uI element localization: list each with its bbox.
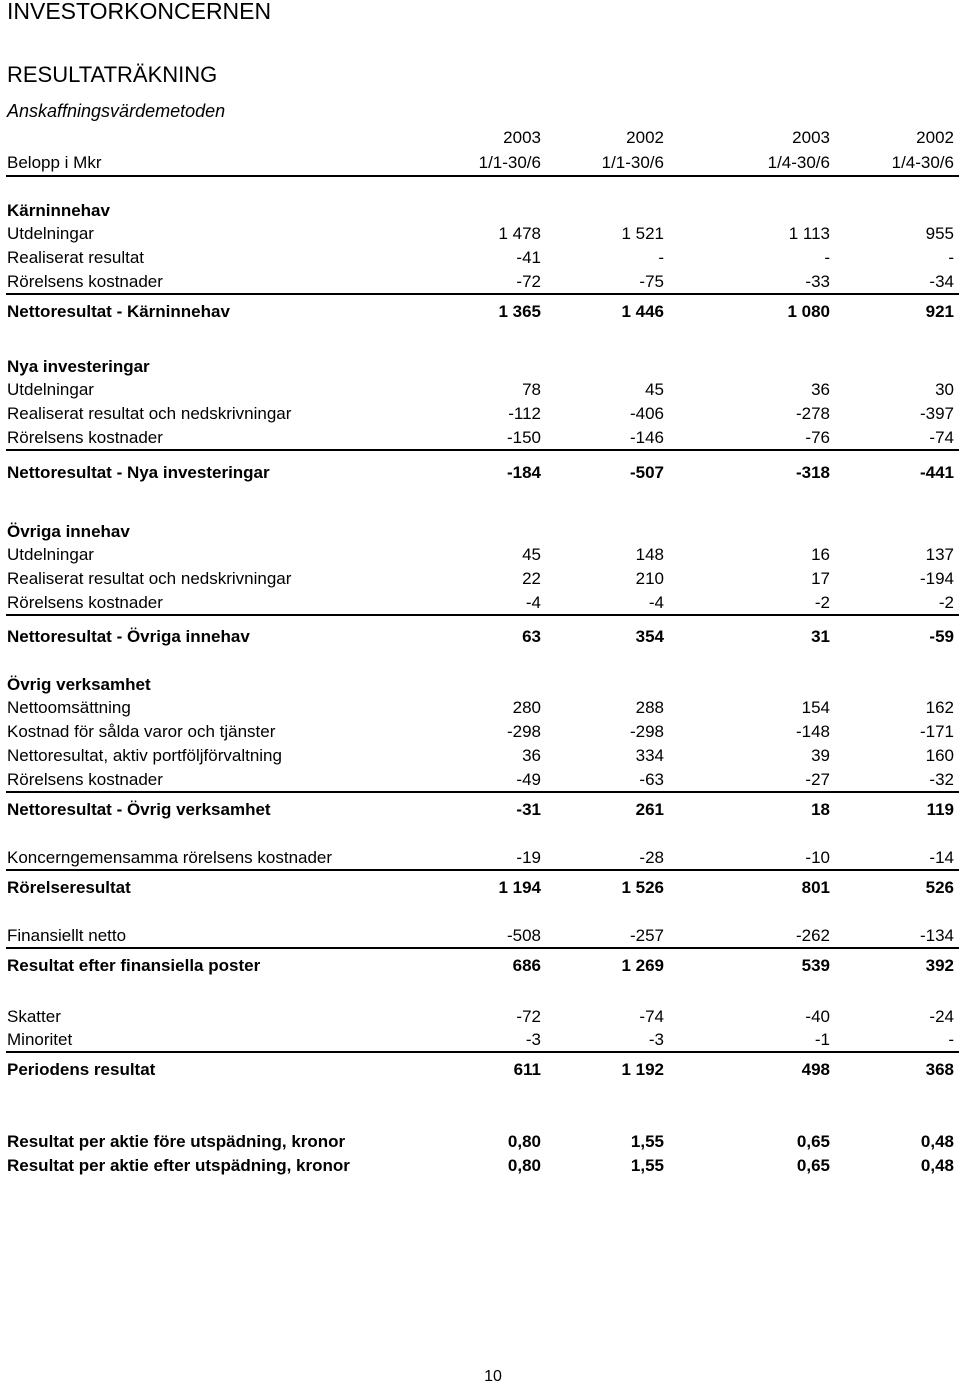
cell-value: 63	[522, 627, 541, 646]
cell-value: -134	[919, 926, 954, 945]
cell-value: 36	[522, 746, 541, 765]
cell-value: -27	[805, 770, 830, 789]
cell-value: -3	[648, 1030, 664, 1049]
row-label: Rörelsens kostnader	[7, 593, 163, 612]
cell-value: -31	[516, 800, 541, 819]
row-label: Skatter	[7, 1007, 61, 1026]
row-label: Rörelseresultat	[7, 878, 131, 897]
cell-value: -406	[629, 404, 664, 423]
cell-value: -28	[639, 848, 664, 867]
table-row	[0, 768, 960, 792]
cell-value: -508	[506, 926, 541, 945]
cell-value: -2	[814, 593, 830, 612]
column-years-row	[0, 126, 960, 150]
row-label: Utdelningar	[7, 380, 94, 399]
cell-value: 1 478	[498, 224, 541, 243]
cell-value: 1 194	[498, 878, 541, 897]
column-period: 1/1-30/6	[601, 153, 664, 172]
cell-value: 16	[811, 545, 830, 564]
cell-value: -59	[929, 627, 954, 646]
total-row	[0, 461, 960, 485]
cell-value: 1 269	[621, 956, 664, 975]
total-row	[0, 1058, 960, 1082]
cell-value: 0,48	[920, 1132, 954, 1151]
cell-value: -298	[506, 722, 541, 741]
cell-value: 148	[635, 545, 664, 564]
cell-value: -24	[929, 1007, 954, 1026]
column-period: 1/4-30/6	[891, 153, 954, 172]
cell-value: -194	[919, 569, 954, 588]
cell-value: 154	[801, 698, 830, 717]
table-row	[0, 924, 960, 948]
section-heading	[0, 199, 960, 223]
cell-value: -	[948, 248, 954, 267]
cell-value: 160	[925, 746, 954, 765]
accounting-method: Anskaffningsvärdemetoden	[7, 101, 226, 121]
table-row	[0, 846, 960, 870]
cell-value: -184	[506, 463, 541, 482]
cell-value: 1 446	[621, 302, 664, 321]
cell-value: 801	[801, 878, 830, 897]
cell-value: -146	[629, 428, 664, 447]
cell-value: -74	[639, 1007, 664, 1026]
row-label: Resultat per aktie före utspädning, kronor	[7, 1132, 346, 1151]
cell-value: 30	[935, 380, 954, 399]
row-label: Resultat efter finansiella poster	[7, 956, 261, 975]
section-heading	[0, 520, 960, 544]
table-row	[0, 426, 960, 450]
cell-value: -	[824, 248, 830, 267]
eps-row	[0, 1130, 960, 1154]
table-row	[0, 402, 960, 426]
cell-value: -34	[929, 272, 954, 291]
cell-value: 162	[925, 698, 954, 717]
cell-value: -19	[516, 848, 541, 867]
cell-value: -4	[525, 593, 541, 612]
cell-value: 288	[635, 698, 664, 717]
row-label: Minoritet	[7, 1030, 73, 1049]
table-row	[0, 378, 960, 402]
cell-value: -32	[929, 770, 954, 789]
row-label: Utdelningar	[7, 545, 94, 564]
cell-value: 526	[925, 878, 954, 897]
cell-value: -278	[795, 404, 830, 423]
row-label: Periodens resultat	[7, 1060, 156, 1079]
table-row	[0, 1028, 960, 1052]
row-label: Rörelsens kostnader	[7, 428, 163, 447]
column-period: 1/1-30/6	[478, 153, 541, 172]
table-row	[0, 696, 960, 720]
cell-value: -171	[919, 722, 954, 741]
statement-title: RESULTATRÄKNING	[7, 62, 218, 87]
table-row	[0, 270, 960, 294]
table-row	[0, 744, 960, 768]
row-label: Utdelningar	[7, 224, 94, 243]
subtotal-divider	[6, 791, 959, 793]
table-row	[0, 222, 960, 246]
column-year: 2002	[916, 128, 954, 147]
cell-value: 261	[635, 800, 664, 819]
cell-value: -33	[805, 272, 830, 291]
cell-value: -10	[805, 848, 830, 867]
cell-value: -3	[525, 1030, 541, 1049]
cell-value: -41	[516, 248, 541, 267]
row-label: Resultat per aktie efter utspädning, kronor	[7, 1156, 350, 1175]
header-divider	[6, 175, 959, 177]
section-heading-label: Övrig verksamhet	[7, 675, 151, 694]
cell-value: 0,80	[507, 1132, 541, 1151]
cell-value: -150	[506, 428, 541, 447]
cell-value: -74	[929, 428, 954, 447]
row-label: Nettoresultat - Kärninnehav	[7, 302, 230, 321]
cell-value: -2	[938, 593, 954, 612]
column-year: 2003	[503, 128, 541, 147]
row-label: Rörelsens kostnader	[7, 272, 163, 291]
cell-value: -148	[795, 722, 830, 741]
cell-value: -	[658, 248, 664, 267]
section-heading-label: Nya investeringar	[7, 357, 150, 376]
column-year: 2003	[792, 128, 830, 147]
cell-value: 921	[925, 302, 954, 321]
cell-value: 539	[801, 956, 830, 975]
table-row	[0, 591, 960, 615]
page-number: 10	[484, 1368, 502, 1385]
cell-value: -298	[629, 722, 664, 741]
cell-value: 18	[811, 800, 830, 819]
row-label: Nettoomsättning	[7, 698, 131, 717]
row-label: Finansiellt netto	[7, 926, 127, 945]
cell-value: -397	[919, 404, 954, 423]
total-row	[0, 798, 960, 822]
row-label: Realiserat resultat och nedskrivningar	[7, 404, 292, 423]
cell-value: 955	[925, 224, 954, 243]
row-label: Rörelsens kostnader	[7, 770, 163, 789]
cell-value: -507	[629, 463, 664, 482]
cell-value: 498	[801, 1060, 830, 1079]
total-row	[0, 300, 960, 324]
subtotal-divider	[6, 614, 959, 616]
cell-value: 1,55	[630, 1156, 664, 1175]
column-periods-row	[0, 151, 960, 175]
cell-value: -14	[929, 848, 954, 867]
subtotal-divider	[6, 947, 959, 949]
cell-value: 392	[925, 956, 954, 975]
cell-value: 119	[926, 800, 954, 819]
cell-value: -63	[639, 770, 664, 789]
cell-value: 1,55	[630, 1132, 664, 1151]
row-label: Kostnad för sålda varor och tjänster	[7, 722, 276, 741]
table-row	[0, 1005, 960, 1029]
cell-value: 354	[635, 627, 664, 646]
cell-value: -72	[516, 1007, 541, 1026]
cell-value: 0,80	[507, 1156, 541, 1175]
cell-value: -262	[795, 926, 830, 945]
subtotal-divider	[6, 293, 959, 295]
row-label: Nettoresultat - Övriga innehav	[7, 627, 250, 646]
total-row	[0, 625, 960, 649]
table-row	[0, 543, 960, 567]
cell-value: 1 192	[621, 1060, 664, 1079]
row-label: Koncerngemensamma rörelsens kostnader	[7, 848, 333, 867]
cell-value: 368	[925, 1060, 954, 1079]
row-label: Nettoresultat, aktiv portföljförvaltning	[7, 746, 282, 765]
cell-value: 280	[512, 698, 541, 717]
cell-value: 686	[512, 956, 541, 975]
subtotal-divider	[6, 1051, 959, 1053]
cell-value: 0,48	[920, 1156, 954, 1175]
cell-value: -318	[795, 463, 830, 482]
unit-label: Belopp i Mkr	[7, 153, 102, 172]
subtotal-divider	[6, 449, 959, 451]
cell-value: 0,65	[796, 1132, 830, 1151]
row-label: Nettoresultat - Övrig verksamhet	[7, 800, 271, 819]
table-row	[0, 246, 960, 270]
cell-value: 1 365	[498, 302, 541, 321]
row-label: Realiserat resultat	[7, 248, 145, 267]
cell-value: 1 113	[788, 224, 830, 243]
total-row	[0, 876, 960, 900]
cell-value: 0,65	[796, 1156, 830, 1175]
column-period: 1/4-30/6	[767, 153, 830, 172]
cell-value: 1 521	[621, 224, 664, 243]
column-year: 2002	[626, 128, 664, 147]
cell-value: 31	[811, 627, 830, 646]
subtotal-divider	[6, 869, 959, 871]
section-heading	[0, 355, 960, 379]
cell-value: -257	[629, 926, 664, 945]
row-label: Nettoresultat - Nya investeringar	[7, 463, 270, 482]
cell-value: -112	[508, 404, 541, 423]
cell-value: 1 080	[787, 302, 830, 321]
cell-value: -441	[919, 463, 954, 482]
row-label: Realiserat resultat och nedskrivningar	[7, 569, 292, 588]
cell-value: -1	[814, 1030, 830, 1049]
section-heading	[0, 673, 960, 697]
table-row	[0, 720, 960, 744]
cell-value: -4	[648, 593, 664, 612]
total-row	[0, 954, 960, 978]
cell-value: 36	[811, 380, 830, 399]
cell-value: 1 526	[621, 878, 664, 897]
section-heading-label: Kärninnehav	[7, 201, 110, 220]
table-row	[0, 567, 960, 591]
cell-value: 45	[645, 380, 664, 399]
company-name: INVESTORKONCERNEN	[7, 0, 272, 24]
cell-value: -75	[639, 272, 664, 291]
cell-value: 45	[522, 545, 541, 564]
cell-value: 611	[513, 1060, 541, 1079]
cell-value: 22	[522, 569, 541, 588]
cell-value: -72	[516, 272, 541, 291]
cell-value: 78	[522, 380, 541, 399]
cell-value: -49	[516, 770, 541, 789]
cell-value: -76	[805, 428, 830, 447]
cell-value: 334	[635, 746, 664, 765]
eps-row	[0, 1154, 960, 1178]
cell-value: 210	[635, 569, 664, 588]
section-heading-label: Övriga innehav	[7, 522, 130, 541]
cell-value: -	[948, 1030, 954, 1049]
cell-value: 39	[811, 746, 830, 765]
cell-value: 137	[925, 545, 954, 564]
cell-value: 17	[811, 569, 830, 588]
cell-value: -40	[805, 1007, 830, 1026]
